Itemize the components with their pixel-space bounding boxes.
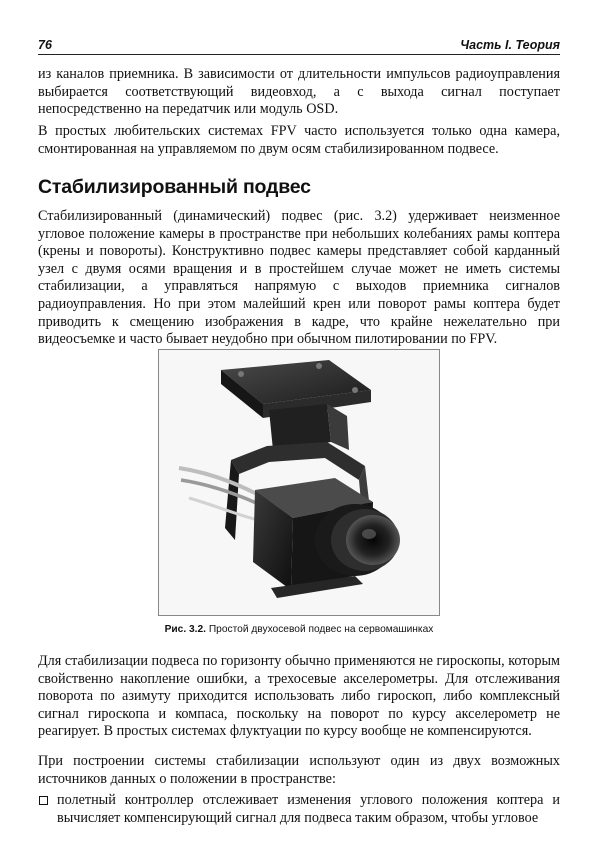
page-header (38, 34, 560, 52)
list-item-text: полетный контроллер отслеживает изменения углового положения коптера и вычисляет компенсирующий сигнал для подвеса таким образом, чтобы угловое (57, 792, 560, 826)
figure-camera-gimbal (158, 349, 440, 616)
paragraph-1 (38, 66, 560, 119)
paragraph-5 (38, 753, 560, 788)
paragraph-2 (38, 123, 560, 158)
page-number: 76 (38, 38, 52, 52)
figure-caption-text: Простой двухосевой подвес на сервомашинках (208, 624, 434, 635)
section-heading: Стабилизированный подвес (38, 176, 311, 198)
figure-caption (38, 624, 560, 635)
paragraph-text: из каналов приемника. В зависимости от длительности импульсов радиоуправления выбирается соответствующий видеовход, а с выхода сигнал поступает непосредственно на передатчик или модуль OSD. (38, 66, 560, 118)
paragraph-text: При построении системы стабилизации используют один из двух возможных источников данных о положении в пространстве: (38, 753, 560, 787)
header-rule (38, 54, 560, 55)
paragraph-3 (38, 208, 560, 349)
paragraph-text: В простых любительских системах FPV часто используется только одна камера, смонтированная на управляемом по двум осям стабилизированном подвесе. (38, 123, 560, 157)
running-title: Часть I. Теория (460, 38, 560, 52)
paragraph-text: Стабилизированный (динамический) подвес (рис. 3.2) удерживает неизменное угловое положение камеры в пространстве при небольших колебаниях рамы коптера (крены и повороты). Конструктивно подвес камеры представляет собой карданный узел с двумя осями вращения и в простейшем случае может не иметь системы стабилизации, а управляться напрямую с выходов приемника сигналов радиоуправления. Но при этом малейший крен или поворот рамы коптера будет приводить к смещению изображения в кадре, что крайне нежелательно при видеосъемке и часто бывает неудобно при обычном пилотировании по FPV. (38, 208, 560, 348)
camera-gimbal-photo (159, 350, 439, 615)
paragraph-text: Для стабилизации подвеса по горизонту обычно применяются не гироскопы, которым свойственно накопление ошибки, а трехосевые акселерометры. Для отслеживания поворота по азимуту приходится использовать либо гироскоп, либо комплексный сигнал гироскопа и компаса, поскольку на поворот по курсу акселерометр не реагирует. В простых системах флуктуации по курсу вообще не компенсируются. (38, 653, 560, 740)
checkbox-bullet-icon (39, 796, 48, 805)
figure-label: Рис. 3.2. (164, 624, 207, 635)
paragraph-4 (38, 653, 560, 741)
list-item (38, 792, 560, 827)
